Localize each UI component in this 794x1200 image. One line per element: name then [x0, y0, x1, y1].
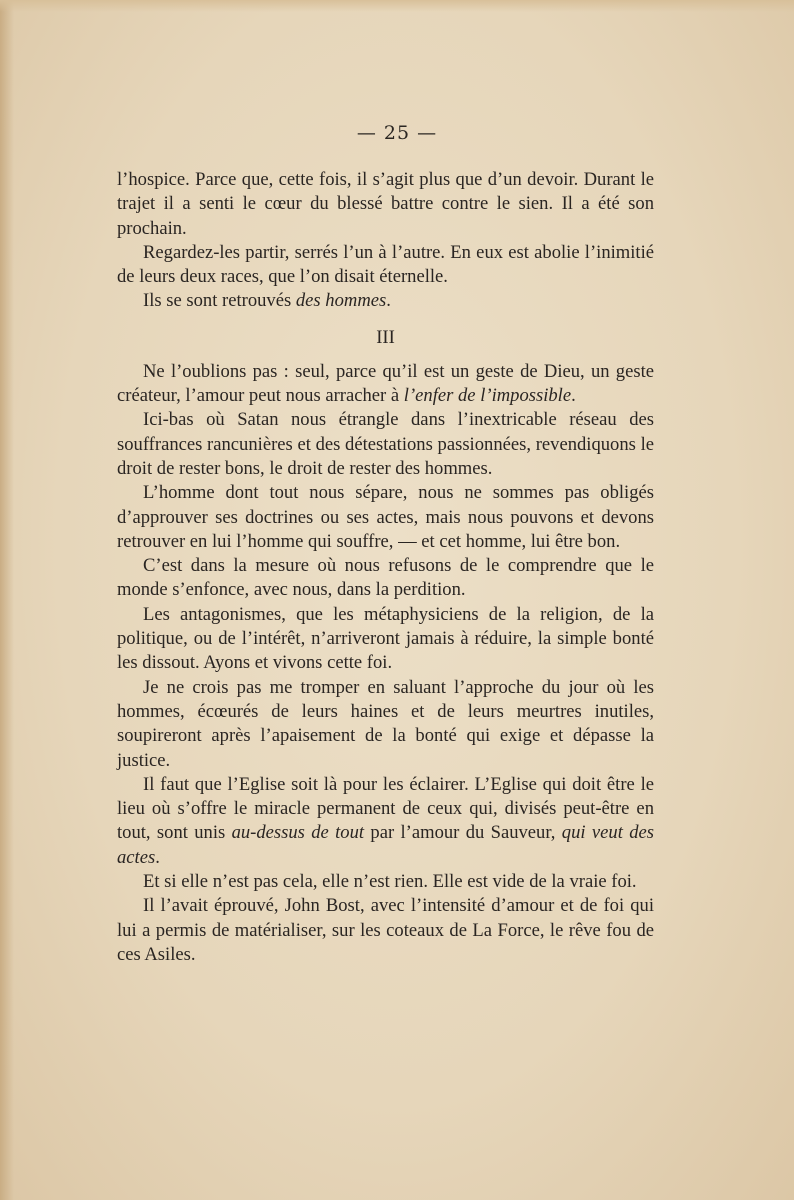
page-edge-shadow	[0, 0, 14, 1200]
paragraph: Ici-bas où Satan nous étrangle dans l’inextricable réseau des souffrances rancunières et des détestations passionnées, revendiquons le droit de rester bons, le droit de rester des hommes.	[117, 409, 654, 479]
paragraph: C’est dans la mesure où nous refusons de le comprendre que le monde s’enfonce, avec nous, dans la perdition.	[117, 555, 654, 601]
paragraph: Et si elle n’est pas cela, elle n’est rien. Elle est vide de la vraie foi.	[143, 871, 637, 893]
paragraph	[117, 773, 654, 870]
italic-phrase: des hommes	[295, 290, 387, 312]
page-number: — 25 —	[356, 122, 438, 144]
paragraph	[117, 289, 654, 313]
paragraph: Il l’avait éprouvé, John Bost, avec l’intensité d’amour et de foi qui lui a permis de matérialiser, sur les coteaux de La Force, le rêve fou de ces Asiles.	[117, 895, 654, 965]
paragraph: Les antagonismes, que les métaphysiciens de la religion, de la politique, ou de l’intérêt, n’arriveront jamais à réduire, la simple bonté les dissout. Ayons et vivons cette foi.	[117, 603, 654, 674]
page-top-shadow	[0, 0, 794, 12]
paragraph-text: Ne l’oublions pas : seul, parce qu’il est un geste de Dieu, un geste créateur, l’amour peut nous arracher à	[117, 360, 654, 407]
paragraph: l’hospice. Parce que, cette fois, il s’agit plus que d’un devoir. Durant le trajet il a senti le cœur du blessé battre contre le sien. Il a été son prochain.	[117, 169, 654, 239]
paragraph: L’homme dont tout nous sépare, nous ne sommes pas obligés d’approuver ses doctrines ou ses actes, mais nous pouvons et devons retrouver en lui l’homme qui souffre, — et cet homme, lui être bon.	[117, 482, 654, 552]
paragraph-text: .	[155, 846, 160, 868]
paragraph-text: .	[386, 290, 391, 312]
paragraph-text: par l’amour du Sauveur,	[364, 822, 562, 844]
paragraph-text: .	[571, 385, 576, 407]
italic-phrase: au-dessus de tout	[231, 822, 365, 844]
paragraph: Je ne crois pas me tromper en saluant l’approche du jour où les hommes, écœurés de leurs haines et de leurs meurtres inutiles, soupireront après l’apaisement de la bonté qui exige et dépasse la justice.	[117, 676, 654, 771]
body-text	[117, 168, 654, 967]
paragraph-text: Il faut que l’Eglise soit là pour les éclairer. L’Eglise qui doit être le lieu où s’offre le miracle permanent de ceux qui, divisés peut-être en tout, sont unis	[117, 773, 654, 844]
paragraph: Regardez-les partir, serrés l’un à l’autre. En eux est abolie l’inimitié de leurs deux races, que l’on disait éternelle.	[117, 241, 654, 288]
paragraph-text: Ils se sont retrouvés	[143, 290, 296, 312]
section-heading: III	[376, 326, 395, 348]
italic-phrase: l’enfer de l’impossible	[403, 385, 572, 407]
paragraph	[117, 360, 654, 409]
italic-phrase: qui veut des actes	[117, 822, 654, 868]
